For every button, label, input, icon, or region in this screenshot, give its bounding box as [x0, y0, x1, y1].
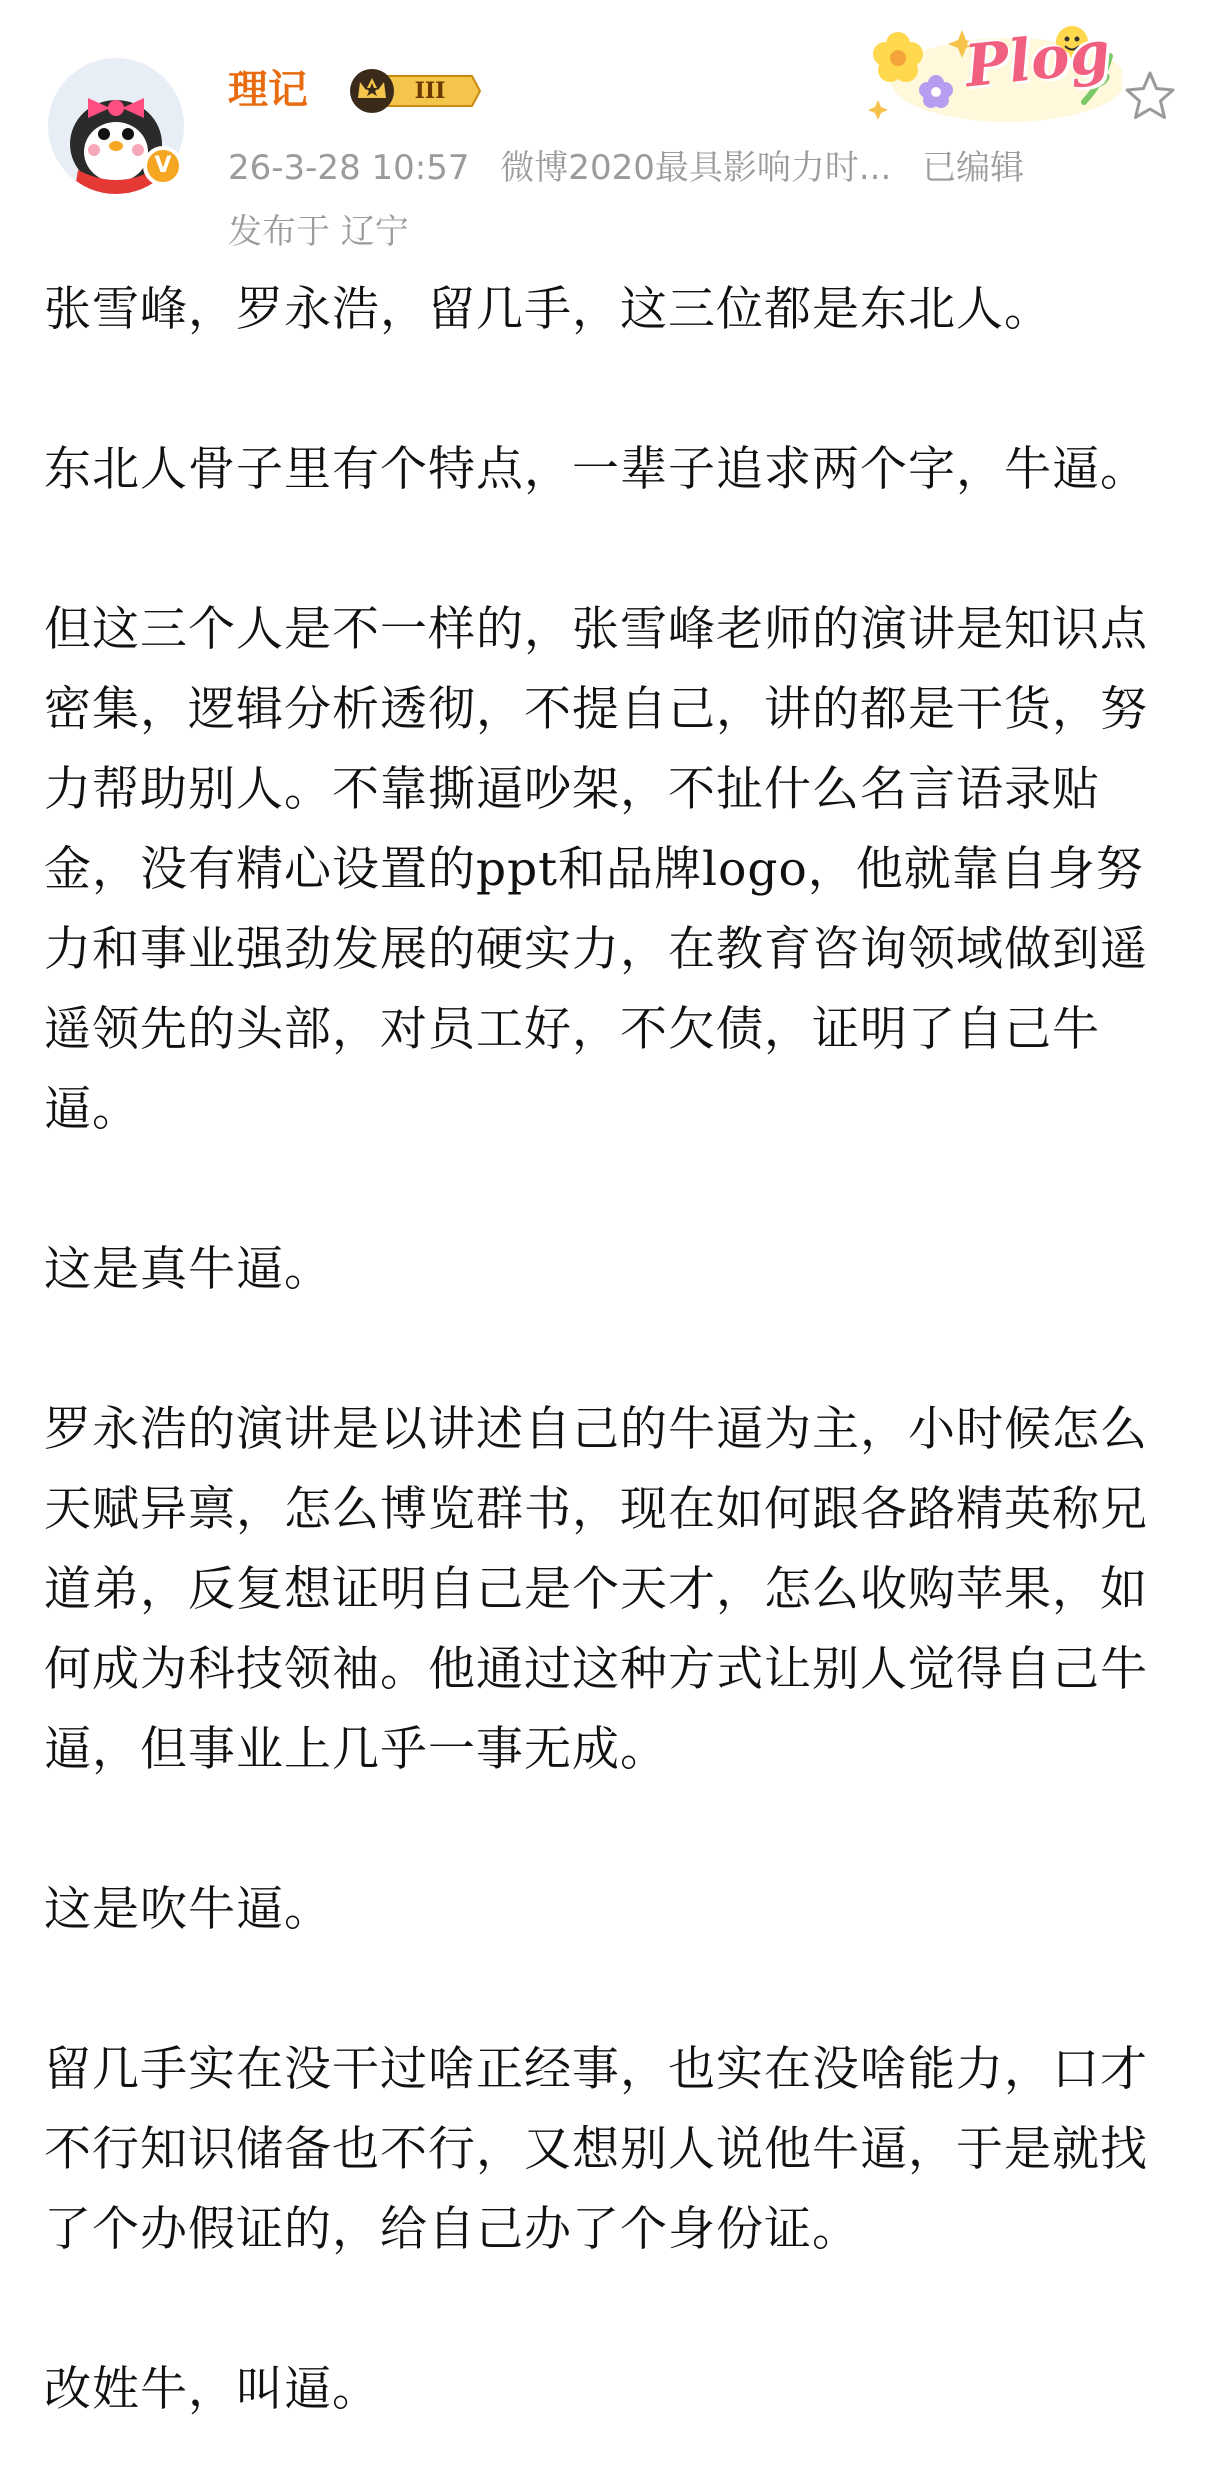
post-edited-label[interactable]: 已编辑: [922, 148, 1025, 188]
post-paragraph: 但这三个人是不一样的，张雪峰老师的演讲是知识点密集，逻辑分析透彻，不提自己，讲的都是干货，努力帮助别人。不靠撕逼吵架，不扯什么名言语录贴金，没有精心设置的ppt和品牌logo，他就靠自身努力和事业强劲发展的硬实力，在教育咨询领域做到遥遥领先的头部，对员工好，不欠债，证明了自己牛逼。: [44, 602, 1148, 1137]
post-header: [0, 0, 1216, 250]
post-meta: [228, 144, 1044, 192]
post-location: 发布于 辽宁: [228, 212, 409, 252]
post-paragraph: 这是真牛逼。: [44, 1242, 332, 1297]
verified-v-icon: V: [143, 146, 183, 186]
post-paragraph: 这是吹牛逼。: [44, 1882, 332, 1937]
post-timestamp: 26-3-28 10:57: [228, 148, 470, 188]
post-paragraph: 东北人骨子里有个特点，一辈子追求两个字，牛逼。: [44, 442, 1148, 497]
vip-level-label: III: [414, 78, 446, 104]
post-paragraph: 张雪峰，罗永浩，留几手，这三位都是东北人。: [44, 282, 1052, 337]
post-paragraph: 留几手实在没干过啥正经事，也实在没啥能力，口才不行知识储备也不行，又想别人说他牛逼，于是就找了个办假证的，给自己办了个身份证。: [44, 2042, 1148, 2257]
favorite-star-button[interactable]: [1122, 68, 1178, 124]
post-source[interactable]: 微博2020最具影响力时...: [500, 148, 892, 188]
post-paragraph: 改姓牛，叫逼。: [44, 2362, 380, 2417]
plog-sticker-label: Plog: [961, 17, 1114, 101]
star-outline-icon: [1122, 68, 1178, 124]
post-paragraph: 罗永浩的演讲是以讲述自己的牛逼为主，小时候怎么天赋异禀，怎么博览群书，现在如何跟各路精英称兄道弟，反复想证明自己是个天才，怎么收购苹果，如何成为科技领袖。他通过这种方式让别人觉得自己牛逼，但事业上几乎一事无成。: [44, 1402, 1148, 1777]
post-body: [44, 270, 1176, 2430]
author-name[interactable]: 理记: [228, 67, 308, 113]
